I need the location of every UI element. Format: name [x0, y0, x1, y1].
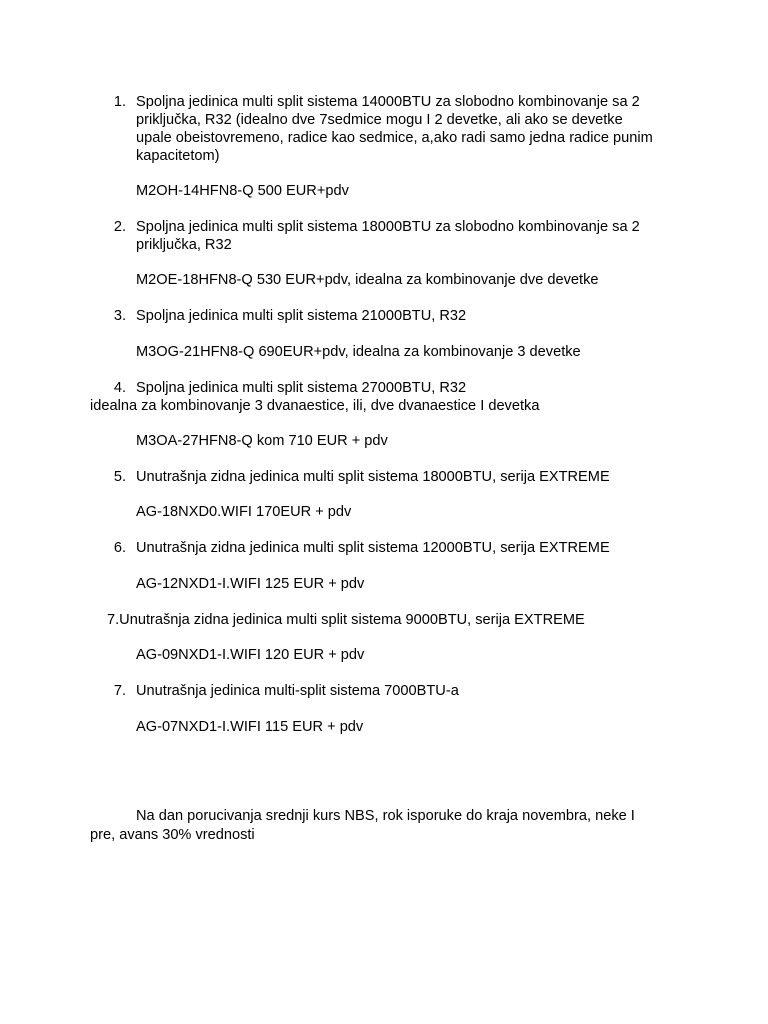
item-3-number: 3. — [113, 308, 126, 324]
item-1-model-price: M2OH-14HFN8-Q 500 EUR+pdv — [136, 183, 349, 199]
item-8-number: 7. — [113, 683, 126, 699]
item-6-model-price: AG-12NXD1-I.WIFI 125 EUR + pdv — [136, 576, 365, 592]
item-1-description-line: upale obeistovremeno, radice kao sedmice, a,ako radi samo jedna radice punim — [136, 130, 653, 146]
item-5-description-line: Unutrašnja zidna jedinica multi split sistema 18000BTU, serija EXTREME — [136, 469, 610, 485]
item-3-model-price: M3OG-21HFN8-Q 690EUR+pdv, idealna za kombinovanje 3 devetke — [136, 344, 581, 360]
item-1-description-line: Spoljna jedinica multi split sistema 14000BTU za slobodno kombinovanje sa 2 — [136, 94, 640, 110]
item-8-description-line: Unutrašnja jedinica multi-split sistema 7000BTU-a — [136, 683, 459, 699]
item-7-model-price: AG-09NXD1-I.WIFI 120 EUR + pdv — [136, 647, 365, 663]
item-4-number: 4. — [113, 380, 126, 396]
footer-paragraph-line: Na dan porucivanja srednji kurs NBS, rok isporuke do kraja novembra, neke I — [136, 808, 635, 824]
item-1-description-line: priključka, R32 (idealno dve 7sedmice mogu I 2 devetke, ali ako se devetke — [136, 112, 623, 128]
item-1-description-line: kapacitetom) — [136, 148, 220, 164]
item-2-description-line: priključka, R32 — [136, 237, 232, 253]
item-6-number: 6. — [113, 540, 126, 556]
item-2-description-line: Spoljna jedinica multi split sistema 18000BTU za slobodno kombinovanje sa 2 — [136, 219, 640, 235]
item-8-model-price: AG-07NXD1-I.WIFI 115 EUR + pdv — [136, 719, 364, 735]
footer-paragraph-line: pre, avans 30% vrednosti — [90, 827, 255, 843]
item-4-outdented-line: idealna za kombinovanje 3 dvanaestice, ili, dve dvanaestice I devetka — [90, 398, 540, 414]
item-2-number: 2. — [113, 219, 126, 235]
item-5-model-price: AG-18NXD0.WIFI 170EUR + pdv — [136, 504, 352, 520]
item-2-model-price: M2OE-18HFN8-Q 530 EUR+pdv, idealna za kombinovanje dve devetke — [136, 272, 599, 288]
item-7-inline-description: 7.Unutrašnja zidna jedinica multi split sistema 9000BTU, serija EXTREME — [107, 612, 585, 628]
item-6-description-line: Unutrašnja zidna jedinica multi split sistema 12000BTU, serija EXTREME — [136, 540, 610, 556]
item-5-number: 5. — [113, 469, 126, 485]
item-3-description-line: Spoljna jedinica multi split sistema 21000BTU, R32 — [136, 308, 467, 324]
item-1-number: 1. — [113, 94, 126, 110]
item-4-model-price: M3OA-27HFN8-Q kom 710 EUR + pdv — [136, 433, 388, 449]
item-4-description-line: Spoljna jedinica multi split sistema 27000BTU, R32 — [136, 380, 467, 396]
